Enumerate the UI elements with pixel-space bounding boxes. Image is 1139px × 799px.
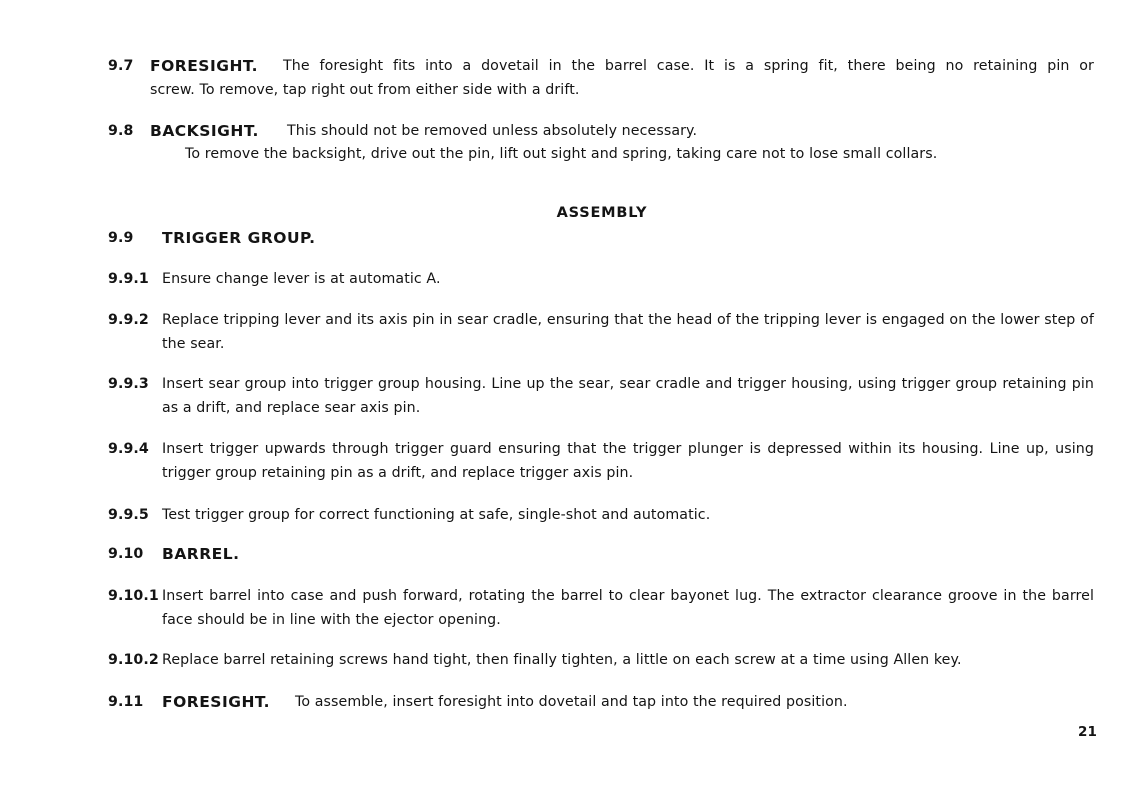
section-number: 9.10.1 <box>108 588 159 604</box>
section-text-line: screw. To remove, tap right out from either side with a drift. <box>150 82 580 98</box>
section-text-line: The foresight fits into a dovetail in the barrel case. It is a spring fit, there being no retaining pin or <box>283 58 1094 74</box>
section-number: 9.9.2 <box>108 312 149 328</box>
section-number: 9.9.1 <box>108 271 149 287</box>
section-text: To assemble, insert foresight into dovetail and tap into the required position. <box>295 694 848 710</box>
section-title: BARREL. <box>162 545 240 563</box>
section-text: Insert barrel into case and push forward, rotating the barrel to clear bayonet lug. The extractor clearance groove in the barrel face should be in line with the ejector opening. <box>162 588 1094 628</box>
section-number: 9.7 <box>108 58 134 74</box>
section-title: FORESIGHT. <box>150 57 259 75</box>
section-text-line: This should not be removed unless absolutely necessary. <box>287 123 698 139</box>
section-title: BACKSIGHT. <box>150 122 259 140</box>
section-text-line: To remove the backsight, drive out the pin, lift out sight and spring, taking care not to lose small collars. <box>185 146 938 162</box>
section-text: Test trigger group for correct functioning at safe, single-shot and automatic. <box>162 507 711 523</box>
section-number: 9.9.5 <box>108 507 149 523</box>
section-text: Ensure change lever is at automatic A. <box>162 271 441 287</box>
section-number: 9.10 <box>108 546 144 562</box>
section-text: Insert trigger upwards through trigger guard ensuring that the trigger plunger is depressed within its housing. Line up, using trigger group retaining pin as a drift, and replace trigger axis pin. <box>162 441 1094 481</box>
section-number: 9.11 <box>108 694 144 710</box>
page-number: 21 <box>1078 724 1097 740</box>
section-text: Insert sear group into trigger group housing. Line up the sear, sear cradle and trigger housing, using trigger group retaining pin as a drift, and replace sear axis pin. <box>162 376 1094 416</box>
section-number: 9.10.2 <box>108 652 159 668</box>
section-number: 9.9.4 <box>108 441 149 457</box>
section-number: 9.8 <box>108 123 134 139</box>
assembly-heading: ASSEMBLY <box>556 205 648 221</box>
section-number: 9.9.3 <box>108 376 149 392</box>
section-number: 9.9 <box>108 230 134 246</box>
section-title: TRIGGER GROUP. <box>162 229 316 247</box>
section-title: FORESIGHT. <box>162 693 271 711</box>
section-text: Replace barrel retaining screws hand tight, then finally tighten, a little on each screw at a time using Allen key. <box>162 652 962 668</box>
section-text: Replace tripping lever and its axis pin in sear cradle, ensuring that the head of the tripping lever is engaged on the lower step of the sear. <box>162 312 1094 352</box>
